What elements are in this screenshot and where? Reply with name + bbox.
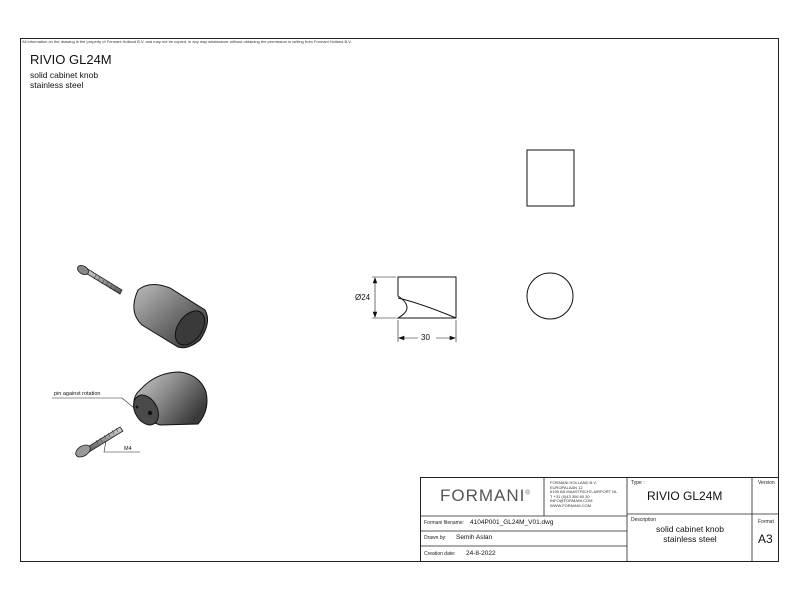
drawn-by-value: Semih Aslan [456, 534, 493, 541]
format-value: A3 [758, 532, 773, 546]
pin-annotation: pin against rotation [54, 391, 101, 397]
diameter-dimension [372, 277, 396, 318]
disclaimer-text: All information on the drawing is the property of Formani Holland B.V. and may not be copied, in any way whatsoever without obtaining the permission in writing from Formani Holland B.V. [22, 39, 352, 44]
filename-value: 4104P001_GL24M_V01.dwg [470, 519, 554, 526]
knob-upper-iso [134, 284, 211, 350]
company-address: FORMANI HOLLAND B.V. EUROPALAAN 12 6199 AB MAASTRICHT-AIRPORT NL T +31 (0)43 306 60 30 INFO@FORMANI.COM WWW.FORMANI.COM [550, 480, 618, 508]
screw-annotation: M4 [124, 446, 132, 452]
length-label: 30 [421, 333, 430, 342]
creation-date-value: 24-8-2022 [466, 550, 496, 557]
type-label: Type : [631, 480, 645, 486]
brand-logo: FORMANI® [440, 486, 531, 505]
diameter-label: Ø24 [355, 293, 371, 302]
front-view-outline [527, 273, 573, 319]
drawn-by-label: Drawn by: [424, 535, 447, 541]
drawing-subtitle-1: solid cabinet knob [30, 70, 99, 80]
creation-date-label: Creation date: [424, 551, 456, 557]
version-label: Version [758, 480, 775, 486]
type-value: RIVIO GL24M [647, 489, 723, 503]
description-label: Description [631, 517, 657, 523]
drawing-subtitle-2: stainless steel [30, 80, 84, 90]
filename-label: Formani filename: [424, 520, 465, 526]
drawing-title: RIVIO GL24M [30, 52, 112, 67]
screw-upper-iso [76, 263, 122, 294]
format-label: Format [758, 519, 774, 525]
screw-lower-iso [74, 427, 123, 459]
side-view-outline [398, 277, 456, 318]
knob-lower-iso [128, 372, 207, 429]
top-view-outline [527, 150, 574, 206]
description-value: solid cabinet knob stainless steel [655, 524, 725, 544]
